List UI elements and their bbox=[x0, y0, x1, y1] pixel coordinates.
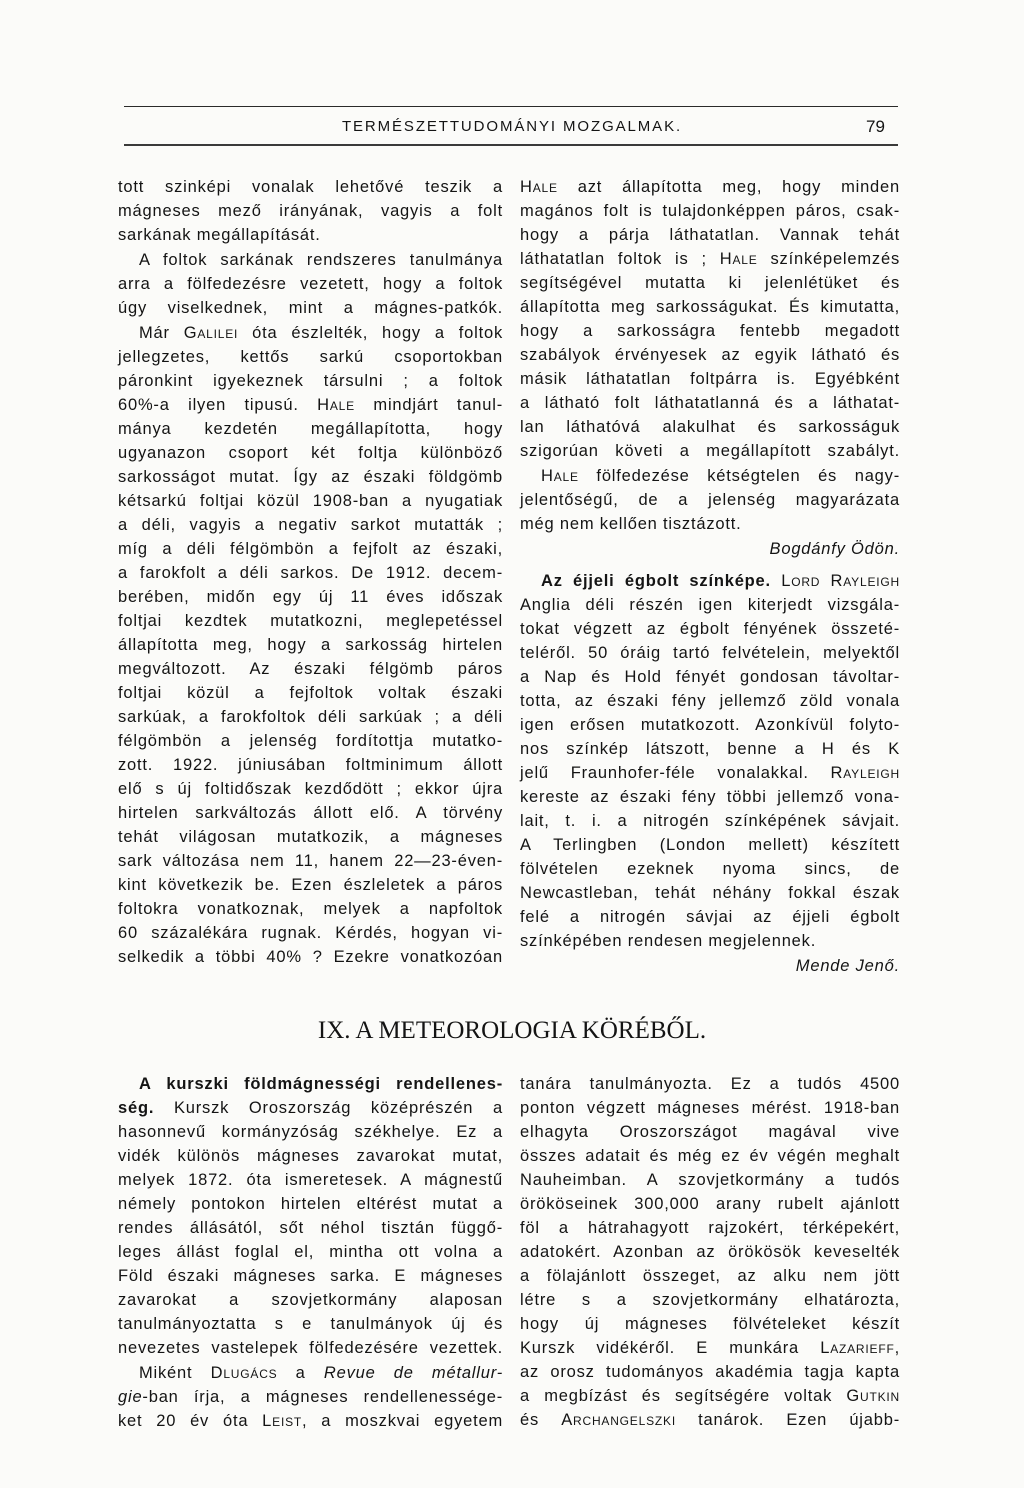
text-line bbox=[118, 801, 503, 825]
text-run: láthatatlan foltok is ; bbox=[520, 250, 720, 268]
text-run: másik láthatatlan foltpárra is. Egyébként bbox=[520, 370, 900, 388]
text-line bbox=[118, 921, 503, 945]
text-run: , a moszkvai egyetem bbox=[302, 1412, 504, 1430]
text-run: mindjárt tanul- bbox=[354, 396, 503, 414]
text-line bbox=[520, 319, 900, 343]
text-run: tokat végzett az égbolt fényének összeté- bbox=[520, 620, 900, 638]
text-line bbox=[118, 1288, 503, 1312]
text-run: rendes állásától, sőt néhol tisztán függő- bbox=[118, 1219, 503, 1237]
text-run: félgömbön a jelenség fordítottja mutatko- bbox=[118, 732, 503, 750]
text-run: lait, t. i. a nitrogén színképének sávjait. bbox=[520, 812, 900, 830]
text-run: állapította meg, hogy a sarkosság hirtelen bbox=[118, 636, 503, 654]
text-run: színképében rendesen megjelennek. bbox=[520, 932, 817, 950]
text-line bbox=[118, 633, 503, 657]
text-line bbox=[118, 199, 503, 223]
text-run: segítségével mutatta ki jelenlétüket és bbox=[520, 274, 900, 292]
text-run: a látható folt láthatatlanná és a láthatat- bbox=[520, 394, 900, 412]
name-small-caps: Hale bbox=[317, 396, 355, 414]
text-line bbox=[520, 1120, 900, 1144]
text-run: vidék különös mágneses zavarokat mutat, bbox=[118, 1147, 503, 1165]
text-line bbox=[118, 537, 503, 561]
text-run: páronkint igyekeznek társulni ; a foltok bbox=[118, 372, 503, 390]
text-run: 60%-a ilyen tipusú. bbox=[118, 396, 318, 414]
text-line bbox=[520, 569, 900, 593]
text-run: mánya kezdetén megállapította, hogy bbox=[118, 420, 503, 438]
text-line bbox=[118, 1168, 503, 1192]
text-run: sarkának megállapítását. bbox=[118, 226, 321, 244]
text-run: ponton végzett mágneses mérést. 1918-ban bbox=[520, 1099, 900, 1117]
header-top-rule bbox=[124, 106, 898, 107]
header-bottom-rule bbox=[124, 144, 898, 146]
text-run: és bbox=[520, 1411, 562, 1429]
text-run: elő s új foltidőszak kezdődött ; ekkor újra bbox=[118, 780, 503, 798]
text-line bbox=[118, 1312, 503, 1336]
text-line bbox=[520, 929, 900, 953]
text-line bbox=[118, 825, 503, 849]
paragraph bbox=[118, 1361, 503, 1433]
text-line bbox=[520, 689, 900, 713]
name-small-caps: Hale bbox=[541, 467, 579, 485]
paragraph bbox=[520, 464, 900, 536]
text-run: totta, az északi fény jellemző zöld vonala bbox=[520, 692, 900, 710]
text-line bbox=[520, 1360, 900, 1384]
text-run: állapította meg sarkosságukat. És kimutatta, bbox=[520, 298, 900, 316]
text-line bbox=[520, 1072, 900, 1096]
text-line bbox=[520, 439, 900, 463]
text-run: Newcastleban, tehát néhány fokkal észak bbox=[520, 884, 900, 902]
text-line bbox=[520, 537, 900, 561]
text-line bbox=[118, 1096, 503, 1120]
text-line bbox=[520, 665, 900, 689]
text-run: Anglia déli részén igen kiterjedt vizsgála- bbox=[520, 596, 900, 614]
text-run: magános folt is tulajdonképpen páros, csak- bbox=[520, 202, 900, 220]
text-line bbox=[118, 1409, 503, 1433]
text-run: kint következik be. Ezen észleletek a páros bbox=[118, 876, 503, 894]
text-line bbox=[118, 223, 503, 247]
text-run: ugyanazon csoport két foltja különböző bbox=[118, 444, 503, 462]
text-run: a megbízást és segítségére voltak bbox=[520, 1387, 847, 1405]
text-run: -ban írja, a mágneses rendellenessége- bbox=[142, 1388, 503, 1406]
running-header: TERMÉSZETTUDOMÁNYI MOZGALMAK. bbox=[341, 118, 683, 135]
italic-run: Revue de métallur- bbox=[323, 1364, 504, 1382]
text-run: tanulmányoztatta s e tanulmányok új és bbox=[118, 1315, 503, 1333]
author-signature bbox=[520, 537, 900, 561]
text-run: Miként bbox=[139, 1364, 211, 1382]
text-line bbox=[520, 1312, 900, 1336]
italic-run: gie bbox=[118, 1388, 143, 1406]
text-run: kereste az északi fény többi jellemző vona- bbox=[520, 788, 900, 806]
text-run: úgy viselkednek, mint a mágnes-patkók. bbox=[118, 299, 503, 317]
text-run: fölvételen ezeknek nyoma sincs, de bbox=[520, 860, 900, 878]
text-run: foltjai kezdtek mutatkozni, meglepetéssel bbox=[118, 612, 503, 630]
text-line bbox=[118, 1120, 503, 1144]
section-title: IX. A METEOROLOGIA KÖRÉBŐL. bbox=[317, 1017, 707, 1044]
text-line bbox=[118, 248, 503, 272]
text-run: A Terlingben (London mellett) készített bbox=[520, 836, 900, 854]
text-run: jelű Fraunhofer-féle vonalakkal. bbox=[520, 764, 831, 782]
text-line bbox=[520, 1264, 900, 1288]
text-run: hogy új mágneses fölvételeket készít bbox=[520, 1315, 900, 1333]
text-line bbox=[118, 753, 503, 777]
text-run: színképelemzés bbox=[757, 250, 901, 268]
text-line bbox=[520, 1192, 900, 1216]
text-line bbox=[520, 488, 900, 512]
text-line bbox=[118, 681, 503, 705]
paragraph bbox=[118, 175, 503, 247]
text-run: Már bbox=[139, 324, 184, 342]
text-run: tanára tanulmányozta. Ez a tudós 4500 bbox=[520, 1075, 900, 1093]
text-run: a fölajánlott összeget, az alku nem jött bbox=[520, 1267, 900, 1285]
text-run: kétsarkú foltjai közül 1908-ban a nyugatiak bbox=[118, 492, 503, 510]
text-run: jellegzetes, kettős sarkú csoportokban bbox=[118, 348, 503, 366]
text-run: selkedik a többi 40% ? Ezekre vonatkozóan bbox=[118, 948, 503, 966]
text-run: a bbox=[277, 1364, 324, 1382]
text-run: sarkúak, a farokfoltok déli sarkúak ; a déli bbox=[118, 708, 503, 726]
paragraph bbox=[520, 1072, 900, 1432]
text-run: A foltok sarkának rendszeres tanulmánya bbox=[139, 251, 503, 269]
text-run: fölfedezése kétségtelen és nagy- bbox=[578, 467, 900, 485]
text-line bbox=[520, 881, 900, 905]
text-run: sarkosságot mutat. Így az északi földgömb bbox=[118, 468, 503, 486]
text-line bbox=[118, 1192, 503, 1216]
text-line bbox=[520, 809, 900, 833]
text-line bbox=[118, 441, 503, 465]
text-run: a farokfolt a déli sarkos. De 1912. decem- bbox=[118, 564, 503, 582]
text-run: jelentőségű, de a jelenség magyarázata bbox=[520, 491, 900, 509]
column-top-left bbox=[118, 175, 503, 970]
name-small-caps: Lord Rayleigh bbox=[781, 572, 900, 590]
text-run: míg a déli félgömbön a fejfolt az északi, bbox=[118, 540, 503, 558]
text-run: föl a hátrahagyott rajzokért, térképekért, bbox=[520, 1219, 900, 1237]
text-line bbox=[520, 713, 900, 737]
text-line bbox=[520, 761, 900, 785]
paragraph bbox=[118, 1072, 503, 1360]
text-run: melyek 1872. óta ismeretesek. A mágnestű bbox=[118, 1171, 503, 1189]
text-run: óta észlelték, hogy a foltok bbox=[238, 324, 503, 342]
text-line bbox=[118, 777, 503, 801]
text-line bbox=[118, 657, 503, 681]
text-run: létre s a szovjetkormány elhatározta, bbox=[520, 1291, 900, 1309]
text-run: nevezetes vastelepek fölfedezésére vezettek. bbox=[118, 1339, 503, 1357]
text-line bbox=[520, 857, 900, 881]
text-run: adatokért. Azonban az örökösök keveselték bbox=[520, 1243, 900, 1261]
text-line bbox=[118, 175, 503, 199]
text-line bbox=[520, 1384, 900, 1408]
text-run: a déli, vagyis a negativ sarkot mutatták ; bbox=[118, 516, 503, 534]
text-run: még nem kellően tisztázott. bbox=[520, 515, 742, 533]
text-line bbox=[118, 873, 503, 897]
text-line bbox=[520, 905, 900, 929]
text-run: zavarokat a szovjetkormány alaposan bbox=[118, 1291, 503, 1309]
text-line bbox=[118, 705, 503, 729]
text-line bbox=[520, 1240, 900, 1264]
text-line bbox=[118, 513, 503, 537]
text-run: 60 százalékára rugnak. Kérdés, hogyan vi- bbox=[118, 924, 503, 942]
text-run: Kurszk vidékéről. E munkára bbox=[520, 1339, 821, 1357]
text-run bbox=[771, 572, 781, 590]
text-line bbox=[118, 296, 503, 320]
text-run: azt állapította meg, hogy minden bbox=[557, 178, 900, 196]
bold-run: ség. bbox=[118, 1099, 155, 1117]
text-line bbox=[520, 1336, 900, 1360]
text-run: Mende Jenő. bbox=[795, 957, 900, 975]
text-line bbox=[520, 1144, 900, 1168]
text-line bbox=[118, 1072, 503, 1096]
text-run: szabályok érvényesek az egyik látható és bbox=[520, 346, 900, 364]
text-line bbox=[118, 849, 503, 873]
text-line bbox=[118, 393, 503, 417]
name-small-caps: Archangelszki bbox=[561, 1411, 676, 1429]
text-line bbox=[520, 833, 900, 857]
text-run: Föld északi mágneses sarka. E mágneses bbox=[118, 1267, 503, 1285]
text-run: lan láthatóvá alakulhat és sarkosságuk bbox=[520, 418, 900, 436]
text-line bbox=[520, 1096, 900, 1120]
text-line bbox=[520, 641, 900, 665]
text-line bbox=[118, 609, 503, 633]
text-run: hogy a sarkosságra fentebb megadott bbox=[520, 322, 900, 340]
text-line bbox=[520, 367, 900, 391]
text-line bbox=[520, 223, 900, 247]
author-signature bbox=[520, 954, 900, 978]
text-line bbox=[520, 464, 900, 488]
text-line bbox=[118, 489, 503, 513]
text-run: nos színkép látszott, benne a H és K bbox=[520, 740, 900, 758]
text-line bbox=[118, 1336, 503, 1360]
text-run: az orosz tudományos akadémia tagja kapta bbox=[520, 1363, 900, 1381]
text-line bbox=[520, 1168, 900, 1192]
paragraph bbox=[118, 248, 503, 320]
text-run: arra a fölfedezésre vezetett, hogy a foltok bbox=[118, 275, 503, 293]
text-run: hogy a párja láthatatlan. Vannak tehát bbox=[520, 226, 900, 244]
text-line bbox=[520, 391, 900, 415]
text-run: némely pontokon hirtelen eltérést mutat a bbox=[118, 1195, 503, 1213]
name-small-caps: Galilei bbox=[183, 324, 239, 342]
text-run: örököseinek 300,000 arany rubelt ajánlott bbox=[520, 1195, 900, 1213]
text-line bbox=[118, 1264, 503, 1288]
text-run: Nauheimban. A szovjetkormány a tudós bbox=[520, 1171, 900, 1189]
text-run: mágneses mező irányának, vagyis a folt bbox=[118, 202, 503, 220]
text-run: összes adatait és még ez év végén meghalt bbox=[520, 1147, 900, 1165]
text-line bbox=[520, 617, 900, 641]
text-line bbox=[520, 343, 900, 367]
name-small-caps: Gutkin bbox=[846, 1387, 900, 1405]
text-run: tott szinképi vonalak lehetővé teszik a bbox=[118, 178, 503, 196]
bold-run: A kurszki földmágnességi rendellenes- bbox=[139, 1075, 503, 1093]
text-line bbox=[520, 199, 900, 223]
column-bottom-right bbox=[520, 1072, 900, 1433]
text-line bbox=[118, 345, 503, 369]
text-line bbox=[520, 1216, 900, 1240]
text-run: zott. 1922. júniusában foltminimum állott bbox=[118, 756, 503, 774]
text-run: ket 20 év óta bbox=[118, 1412, 263, 1430]
text-line bbox=[118, 272, 503, 296]
text-line bbox=[118, 417, 503, 441]
name-small-caps: Dlugács bbox=[210, 1364, 278, 1382]
text-line bbox=[520, 954, 900, 978]
name-small-caps: Hale bbox=[520, 178, 558, 196]
paragraph bbox=[118, 321, 503, 969]
text-line bbox=[118, 1216, 503, 1240]
name-small-caps: Lazarieff bbox=[820, 1339, 895, 1357]
text-line bbox=[520, 415, 900, 439]
text-run: teléről. 50 óráig tartó felvételein, melyektől bbox=[520, 644, 900, 662]
bold-run: Az éjjeli égbolt színképe. bbox=[541, 572, 771, 590]
paragraph bbox=[520, 569, 900, 953]
text-run: hirtelen sarkváltozás állott elő. A törvény bbox=[118, 804, 503, 822]
text-line bbox=[118, 369, 503, 393]
name-small-caps: Rayleigh bbox=[830, 764, 900, 782]
paragraph bbox=[520, 175, 900, 463]
text-run: tanárok. Ezen újabb- bbox=[675, 1411, 900, 1429]
text-run: hasonnevű kormányzóság székhelye. Ez a bbox=[118, 1123, 503, 1141]
text-run: igen erősen mutatkozott. Azonkívül folyto- bbox=[520, 716, 900, 734]
text-run: , bbox=[894, 1339, 900, 1357]
text-run: felé a nitrogén sávjai az éjjeli égbolt bbox=[520, 908, 900, 926]
column-top-right bbox=[520, 175, 900, 986]
text-run: szigorúan követi a megállapított szabályt. bbox=[520, 442, 900, 460]
text-line bbox=[520, 737, 900, 761]
text-line bbox=[520, 271, 900, 295]
text-line bbox=[520, 1408, 900, 1432]
text-line bbox=[520, 512, 900, 536]
text-line bbox=[118, 1385, 503, 1409]
text-line bbox=[118, 1361, 503, 1385]
text-run: sark változása nem 11, hanem 22—23-éven- bbox=[118, 852, 503, 870]
text-line bbox=[118, 465, 503, 489]
text-line bbox=[118, 1144, 503, 1168]
text-line bbox=[520, 247, 900, 271]
text-run: tehát világosan mutatkozik, a mágneses bbox=[118, 828, 503, 846]
text-run: foltjai közül a fejfoltok voltak északi bbox=[118, 684, 503, 702]
text-line bbox=[520, 785, 900, 809]
text-run: megváltozott. Az északi félgömb páros bbox=[118, 660, 503, 678]
name-small-caps: Leist bbox=[262, 1412, 303, 1430]
text-line bbox=[520, 295, 900, 319]
text-line bbox=[520, 593, 900, 617]
column-bottom-left bbox=[118, 1072, 503, 1434]
text-line bbox=[118, 1240, 503, 1264]
text-line bbox=[118, 321, 503, 345]
text-run: elhagyta Oroszországot magával vive bbox=[520, 1123, 900, 1141]
text-run: Kurszk Oroszország középrészén a bbox=[154, 1099, 503, 1117]
text-line bbox=[118, 585, 503, 609]
text-line bbox=[118, 729, 503, 753]
text-run: Bogdánfy Ödön. bbox=[769, 540, 900, 558]
text-run: foltokra vonatkoznak, melyek a napfoltok bbox=[118, 900, 503, 918]
text-run: berében, midőn egy új 11 éves időszak bbox=[118, 588, 503, 606]
text-line bbox=[520, 175, 900, 199]
text-line bbox=[118, 945, 503, 969]
text-run: leges állást foglal el, mintha ott volna a bbox=[118, 1243, 503, 1261]
text-line bbox=[118, 897, 503, 921]
page-number: 79 bbox=[866, 117, 885, 136]
text-line bbox=[118, 561, 503, 585]
text-line bbox=[520, 1288, 900, 1312]
name-small-caps: Hale bbox=[719, 250, 758, 268]
text-run: a Nap és Hold fényét gondosan távoltar- bbox=[520, 668, 900, 686]
